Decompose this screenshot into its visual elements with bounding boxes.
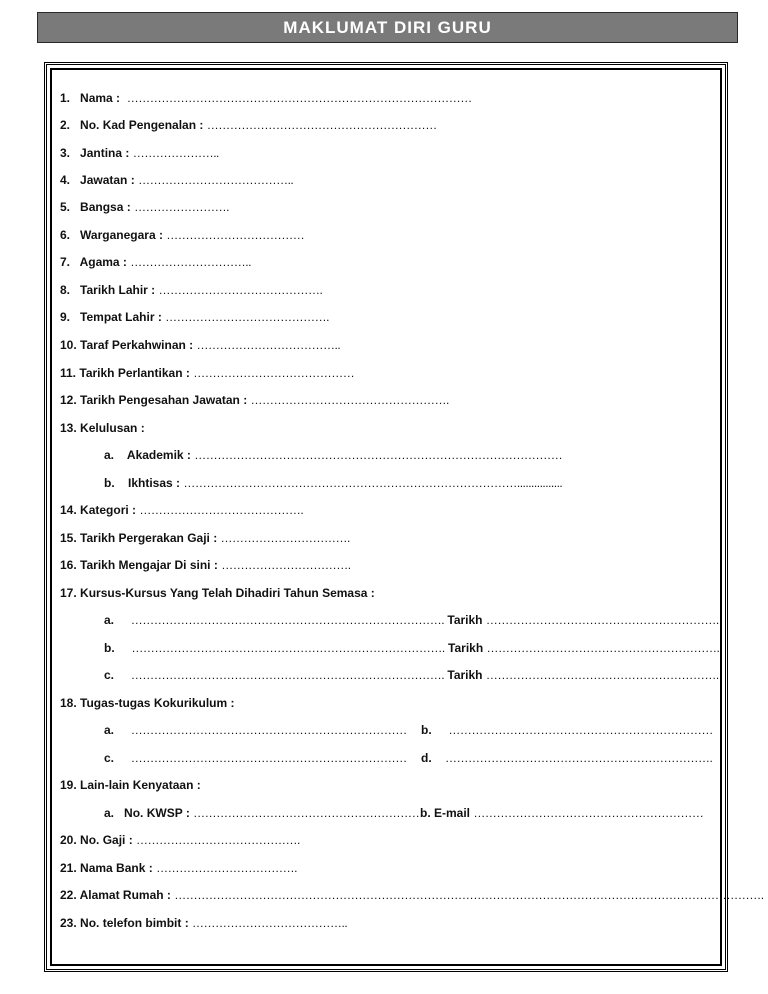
- field-label: No. Kad Pengenalan :: [80, 118, 204, 132]
- field-label: Tarikh Mengajar Di sini :: [80, 558, 218, 572]
- fill-line[interactable]: …………………………………….: [136, 833, 300, 847]
- field-label: Tarikh Lahir :: [80, 283, 156, 297]
- fill-line[interactable]: …………………………………………………….: [485, 668, 719, 682]
- fill-line[interactable]: ………………………………………………………………: [130, 723, 407, 737]
- field-label: No. telefon bimbit :: [80, 916, 189, 930]
- field-taraf-perkahwinan: [60, 338, 340, 352]
- field-tarikh-pergerakan-gaji: [60, 531, 350, 545]
- fill-line[interactable]: …………………………………..: [138, 173, 294, 187]
- kursus-row-a: [104, 613, 719, 627]
- field-jawatan: [60, 173, 293, 187]
- field-label: Tarikh Pengesahan Jawatan :: [80, 393, 248, 407]
- fill-line[interactable]: …………………..: [132, 146, 219, 160]
- sub-letter: a.: [104, 448, 115, 462]
- field-kursus: [60, 586, 375, 600]
- field-tempat-lahir: [60, 310, 329, 324]
- field-label: Tempat Lahir :: [80, 310, 162, 324]
- fill-line[interactable]: ……………………………………………………: [206, 118, 437, 132]
- field-kwsp: [104, 806, 423, 820]
- field-number: 13.: [60, 421, 77, 435]
- sub-letter: b.: [104, 641, 115, 655]
- fill-line[interactable]: …………………….: [134, 200, 229, 214]
- fill-line[interactable]: ……………………………………………………: [193, 806, 424, 820]
- field-bangsa: [60, 200, 229, 214]
- field-number: 1.: [60, 91, 71, 105]
- sub-letter: a.: [104, 723, 115, 737]
- field-number: 5.: [60, 200, 71, 214]
- fill-line[interactable]: ……………………………………………………………………….: [130, 668, 445, 682]
- field-label: Lain-lain Kenyataan :: [80, 778, 201, 792]
- header-bar: [37, 12, 738, 43]
- field-number: 7.: [60, 255, 71, 269]
- field-tarikh-perlantikan: [60, 366, 354, 380]
- field-nama: [60, 91, 472, 105]
- kokurikulum-c: [104, 751, 407, 765]
- field-label: Nama Bank :: [80, 861, 153, 875]
- field-number: 9.: [60, 310, 71, 324]
- fill-line[interactable]: ……………………………………………………: [473, 806, 704, 820]
- field-email: [420, 806, 703, 820]
- field-agama: [60, 255, 251, 269]
- sub-letter: b.: [421, 723, 432, 737]
- kursus-row-c: [104, 668, 719, 682]
- fill-line[interactable]: …………………………………….: [158, 283, 323, 297]
- field-number: 15.: [60, 531, 77, 545]
- field-telefon-bimbit: [60, 916, 347, 930]
- sub-letter: b.: [104, 476, 115, 490]
- field-number: 3.: [60, 146, 71, 160]
- field-number: 11.: [60, 366, 77, 380]
- field-number: 14.: [60, 503, 77, 517]
- page-title: MAKLUMAT DIRI GURU: [283, 17, 492, 37]
- fill-line[interactable]: ……………………………………………………………………….: [130, 613, 445, 627]
- field-number: 12.: [60, 393, 77, 407]
- field-number: 21.: [60, 861, 77, 875]
- field-number: 8.: [60, 283, 71, 297]
- field-jantina: [60, 146, 219, 160]
- field-number: 22.: [60, 888, 77, 902]
- fill-line[interactable]: …………………………………..: [192, 916, 348, 930]
- field-number: 18.: [60, 696, 77, 710]
- field-lain-lain: [60, 778, 201, 792]
- field-number: 20.: [60, 833, 77, 847]
- field-warganegara: [60, 228, 304, 242]
- field-label: Jantina :: [80, 146, 130, 160]
- fill-line[interactable]: ………………………………………………………………………………: [126, 91, 472, 105]
- fill-line[interactable]: ……………………………………………………………………….: [131, 641, 445, 655]
- fill-line[interactable]: …………………………..: [130, 255, 251, 269]
- kokurikulum-b: [421, 723, 713, 737]
- fill-line[interactable]: …………………………………………….: [250, 393, 449, 407]
- sub-letter: c.: [104, 668, 115, 682]
- field-label: Agama :: [79, 255, 127, 269]
- field-label: Bangsa :: [80, 200, 131, 214]
- tarikh-label: Tarikh: [448, 641, 484, 655]
- kokurikulum-a: [104, 723, 407, 737]
- field-label: Taraf Perkahwinan :: [80, 338, 194, 352]
- tarikh-label: Tarikh: [447, 668, 483, 682]
- field-label: No. Gaji :: [80, 833, 133, 847]
- field-label: Kelulusan :: [80, 421, 145, 435]
- fill-line[interactable]: ……………………………………: [193, 366, 355, 380]
- field-ikhtisas: [104, 476, 562, 490]
- field-kad-pengenalan: [60, 118, 437, 132]
- field-tarikh-mengajar: [60, 558, 351, 572]
- tarikh-label: Tarikh: [447, 613, 483, 627]
- field-number: 2.: [60, 118, 71, 132]
- field-label: Kursus-Kursus Yang Telah Dihadiri Tahun Semasa :: [80, 586, 375, 600]
- fill-line[interactable]: ……………………………………………………………………………................: [183, 476, 563, 490]
- field-label: Tarikh Perlantikan :: [79, 366, 190, 380]
- field-label: Akademik :: [126, 448, 191, 462]
- fill-line[interactable]: ………………………………..: [196, 338, 341, 352]
- fill-line[interactable]: ……………………………….: [156, 861, 297, 875]
- fill-line[interactable]: ……………………………………………………………………………………: [194, 448, 563, 462]
- fill-line[interactable]: …………………………………….: [139, 503, 304, 517]
- fill-line[interactable]: …………………………………………………….: [485, 613, 719, 627]
- sub-letter: c.: [104, 751, 115, 765]
- field-label: Ikhtisas :: [128, 476, 181, 490]
- sub-letter: d.: [421, 751, 432, 765]
- field-tarikh-pengesahan: [60, 393, 449, 407]
- fill-line[interactable]: ……………………………………………………………: [448, 723, 713, 737]
- field-no-gaji: [60, 833, 300, 847]
- field-number: 10.: [60, 338, 77, 352]
- fill-line[interactable]: …………………………………….: [165, 310, 330, 324]
- field-number: 17.: [60, 586, 77, 600]
- field-label: Kategori :: [80, 503, 137, 517]
- field-nama-bank: [60, 861, 297, 875]
- fill-line[interactable]: …………………………………………………….: [486, 641, 720, 655]
- field-akademik: [104, 448, 562, 462]
- fill-line[interactable]: …………………………….: [221, 558, 351, 572]
- field-label: No. KWSP :: [124, 806, 190, 820]
- field-number: 16.: [60, 558, 77, 572]
- kursus-row-b: [104, 641, 719, 655]
- fill-line[interactable]: …………………………………………………………….: [445, 751, 713, 765]
- field-label: b. E-mail: [420, 806, 471, 820]
- field-number: 6.: [60, 228, 71, 242]
- field-number: 4.: [60, 173, 71, 187]
- field-label: Tarikh Pergerakan Gaji :: [80, 531, 218, 545]
- fill-line[interactable]: ………………………………………………………………: [130, 751, 407, 765]
- sub-letter: a.: [104, 806, 115, 820]
- sub-letter: a.: [104, 613, 115, 627]
- field-kokurikulum: [60, 696, 234, 710]
- field-label: Jawatan :: [80, 173, 135, 187]
- field-label: Alamat Rumah :: [79, 888, 171, 902]
- field-alamat-rumah: [60, 888, 764, 902]
- field-kategori: [60, 503, 303, 517]
- fill-line[interactable]: ……………………………………………………………………………………………………………………………………….: [174, 888, 764, 902]
- field-label: Nama :: [80, 91, 121, 105]
- field-number: 23.: [60, 916, 77, 930]
- field-tarikh-lahir: [60, 283, 322, 297]
- field-label: Warganegara :: [80, 228, 163, 242]
- fill-line[interactable]: ………………………………: [166, 228, 305, 242]
- kokurikulum-d: [421, 751, 712, 765]
- fill-line[interactable]: …………………………….: [220, 531, 350, 545]
- field-kelulusan: [60, 421, 145, 435]
- field-label: Tugas-tugas Kokurikulum :: [80, 696, 235, 710]
- field-number: 19.: [60, 778, 77, 792]
